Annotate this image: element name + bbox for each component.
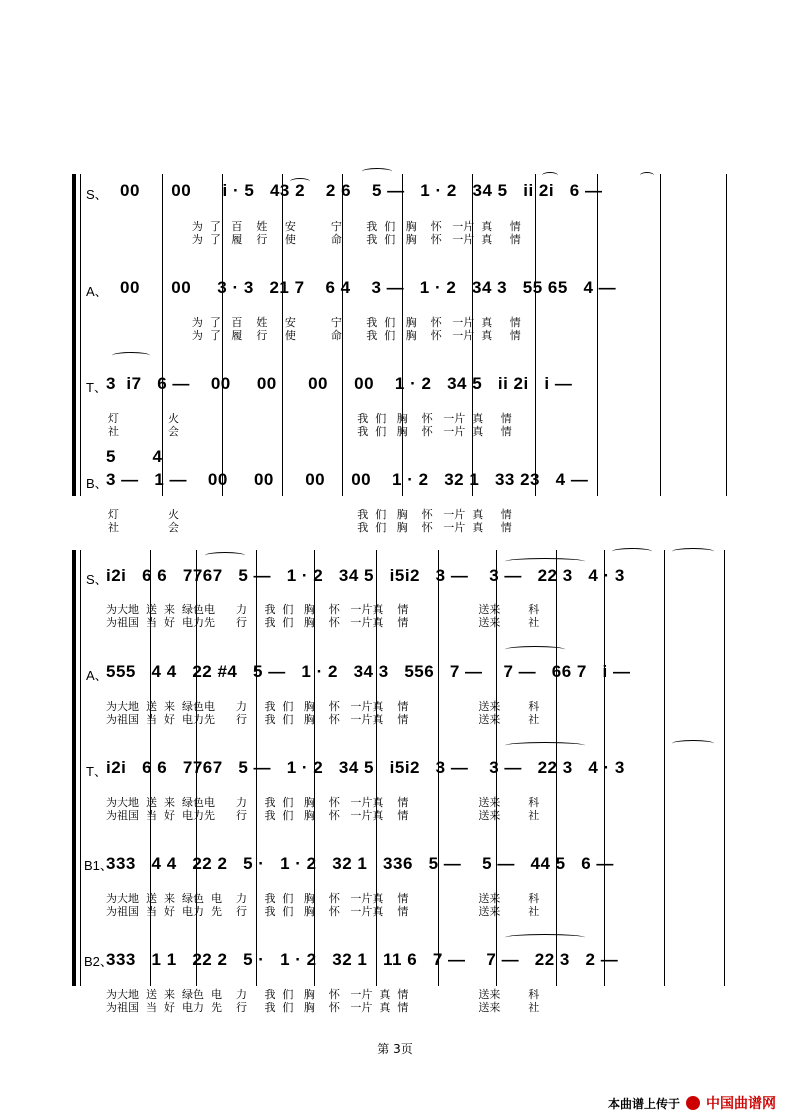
part-label-bass: B、 — [86, 476, 108, 491]
slur-arc — [640, 172, 654, 179]
lyrics-soprano-verse2: 为祖国 当 好 电力先 行 我 们 胸 怀 一片真 情 送来 社 — [106, 616, 540, 629]
part-label-tenor: T、 — [86, 380, 107, 395]
slur-arc — [672, 548, 714, 555]
lyrics-bass2-verse1: 为大地 送 来 绿色 电 力 我 们 胸 怀 一片 真 情 送来 科 — [106, 988, 540, 1001]
notes-bass2: 333 1 1 22 2 5 · 1 · 2 32 1 11 6 7 — 7 — 22 3 2 — — [106, 950, 619, 969]
notes-tenor: i2i 6 6 7767 5 — 1 · 2 34 5 i5i2 3 — 3 — 22 3 4 · 3 — [106, 758, 625, 777]
barline — [597, 174, 598, 496]
page-number: 第 3页 — [377, 1042, 413, 1056]
notes-tenor: 3 i7 6 — 00 00 00 00 1 · 2 34 5 ii 2i i — — [106, 374, 573, 393]
lyrics-bass-verse1: 灯 火 我 们 胸 怀 一片 真 情 — [108, 508, 512, 521]
lyrics-alto-verse1: 为 了 百 姓 安 宁 我 们 胸 怀 一片 真 情 — [108, 316, 521, 329]
barline — [724, 550, 725, 986]
slur-arc — [290, 178, 310, 185]
slur-arc — [112, 352, 150, 359]
slur-arc — [612, 548, 652, 555]
part-label-bass1: B1、 — [84, 858, 113, 873]
barline — [535, 174, 536, 496]
system-bracket-line — [80, 174, 81, 496]
site-watermark — [608, 1093, 776, 1113]
slur-arc — [362, 168, 392, 175]
part-label-soprano: S、 — [86, 572, 108, 587]
lyrics-tenor-verse1: 灯 火 我 们 胸 怀 一片 真 情 — [108, 412, 512, 425]
lyrics-alto-verse1: 为大地 送 来 绿色电 力 我 们 胸 怀 一片真 情 送来 科 — [106, 700, 540, 713]
system-bracket — [72, 550, 76, 986]
lyrics-alto-verse2: 为祖国 当 好 电力先 行 我 们 胸 怀 一片真 情 送来 社 — [106, 713, 540, 726]
watermark-text: 本曲谱上传于 — [607, 1096, 680, 1111]
slur-arc — [505, 934, 585, 941]
slur-arc — [505, 558, 585, 565]
notes-soprano: i2i 6 6 7767 5 — 1 · 2 34 5 i5i2 3 — 3 — 22 3 4 · 3 — [106, 566, 625, 585]
notes-bass1: 333 4 4 22 2 5 · 1 · 2 32 1 336 5 — 5 — 44 5 6 — — [106, 854, 614, 873]
lyrics-bass2-verse2: 为祖国 当 好 电力 先 行 我 们 胸 怀 一片 真 情 送来 社 — [106, 1001, 540, 1014]
part-label-tenor: T、 — [86, 764, 107, 779]
notes-alto: 555 4 4 22 #4 5 — 1 · 2 34 3 556 7 — 7 — 66 7 i — — [106, 662, 631, 681]
barline — [660, 174, 661, 496]
system-bracket-line — [80, 550, 81, 986]
lyrics-soprano-verse1: 为大地 送 来 绿色电 力 我 们 胸 怀 一片真 情 送来 科 — [106, 603, 540, 616]
slur-arc — [505, 742, 585, 749]
notes-bass-upper: 5 4 — [106, 447, 163, 466]
lyrics-soprano-verse1: 为 了 百 姓 安 宁 我 们 胸 怀 一片 真 情 — [108, 220, 521, 233]
slur-arc — [205, 552, 245, 559]
part-label-bass2: B2、 — [84, 954, 113, 969]
slur-arc — [505, 646, 565, 653]
part-label-soprano: S、 — [86, 187, 108, 202]
watermark-site: 中国曲谱网 — [706, 1096, 776, 1112]
lyrics-bass1-verse2: 为祖国 当 好 电力 先 行 我 们 胸 怀 一片真 情 送来 社 — [106, 905, 540, 918]
barline — [726, 174, 727, 496]
lyrics-bass-verse2: 社 会 我 们 胸 怀 一片 真 情 — [108, 521, 512, 534]
lyrics-bass1-verse1: 为大地 送 来 绿色 电 力 我 们 胸 怀 一片真 情 送来 科 — [106, 892, 540, 905]
site-logo-icon — [686, 1096, 700, 1110]
lyrics-tenor-verse2: 为祖国 当 好 电力先 行 我 们 胸 怀 一片真 情 送来 社 — [106, 809, 540, 822]
lyrics-soprano-verse2: 为 了 履 行 使 命 我 们 胸 怀 一片 真 情 — [108, 233, 521, 246]
part-label-alto: A、 — [86, 284, 108, 299]
slur-arc — [672, 740, 714, 747]
slur-arc — [542, 172, 558, 179]
lyrics-tenor-verse1: 为大地 送 来 绿色电 力 我 们 胸 怀 一片真 情 送来 科 — [106, 796, 540, 809]
notes-bass: 3 — 1 — 00 00 00 00 1 · 2 32 1 33 23 4 — — [106, 470, 589, 489]
notes-alto: 00 00 3 · 3 21 7 6 4 3 — 1 · 2 34 3 55 65 4 — — [120, 278, 617, 297]
notes-soprano: 00 00 i · 5 43 2 2 6 5 — 1 · 2 34 5 ii 2i 6 — — [120, 181, 603, 200]
lyrics-tenor-verse2: 社 会 我 们 胸 怀 一片 真 情 — [108, 425, 512, 438]
part-label-alto: A、 — [86, 668, 108, 683]
barline — [664, 550, 665, 986]
system-bracket — [72, 174, 76, 496]
lyrics-alto-verse2: 为 了 履 行 使 命 我 们 胸 怀 一片 真 情 — [108, 329, 521, 342]
